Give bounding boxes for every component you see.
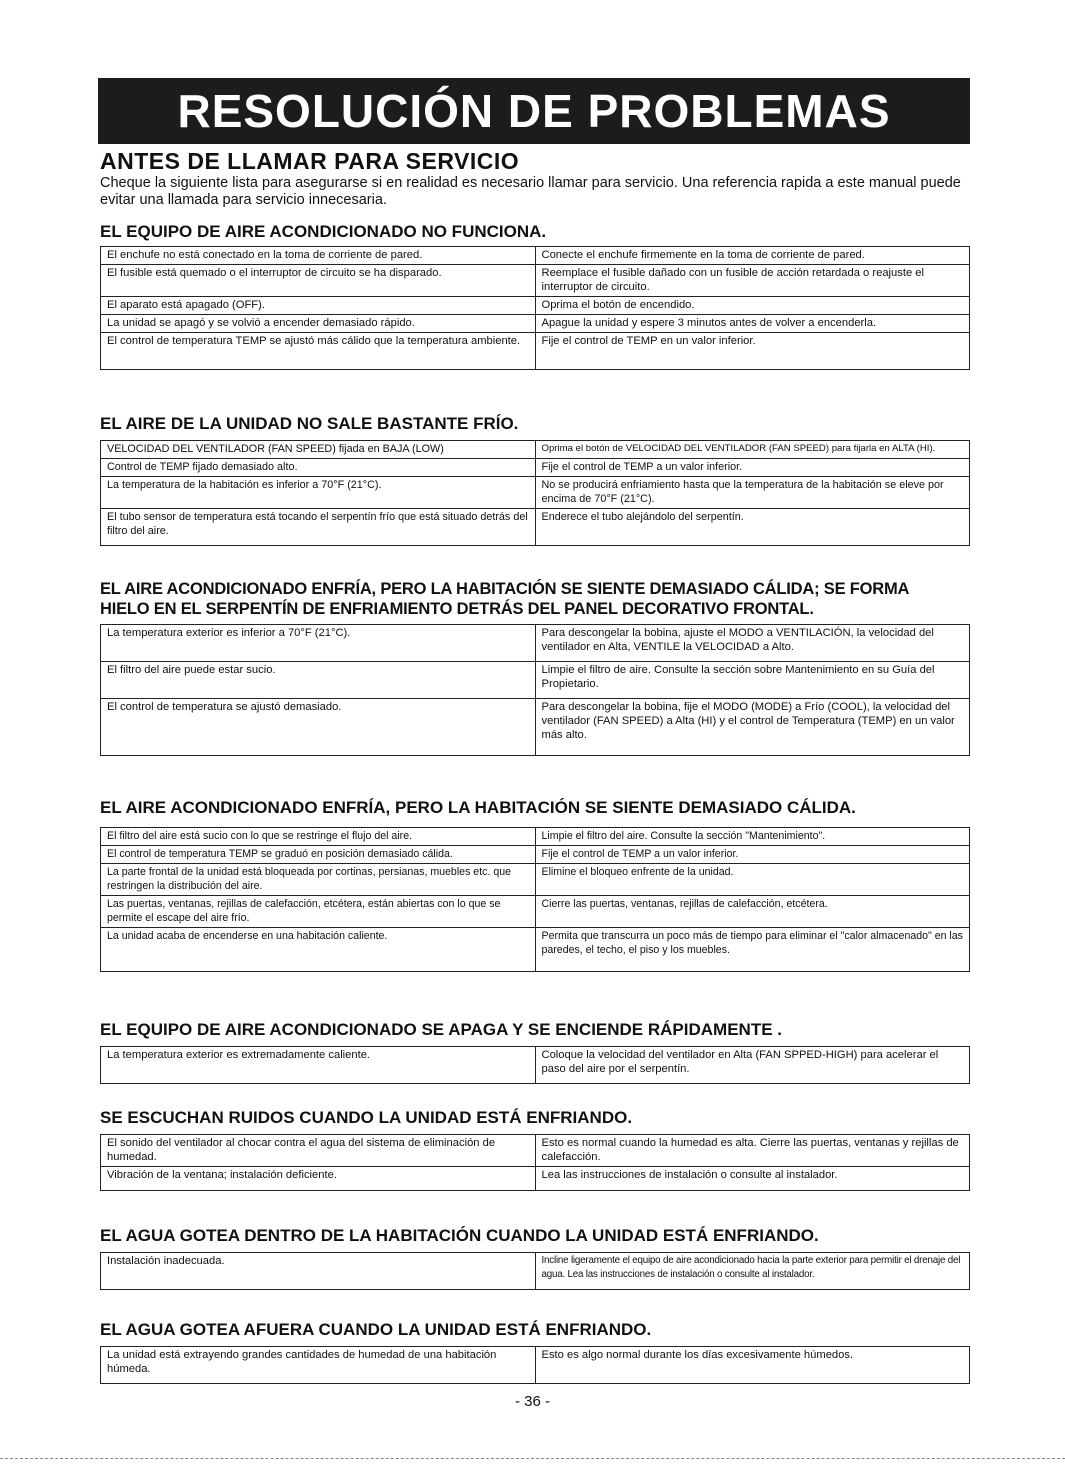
page-heading: ANTES DE LLAMAR PARA SERVICIO	[100, 148, 520, 174]
problem-cell: Vibración de la ventana; instalación deficiente.	[101, 1167, 536, 1191]
problem-cell: Control de TEMP fijado demasiado alto.	[101, 459, 536, 477]
section-title-ruidos: SE ESCUCHAN RUIDOS CUANDO LA UNIDAD ESTÁ ENFRIANDO.	[100, 1108, 633, 1127]
troubleshooting-table-no-sale-frio	[100, 440, 970, 546]
problem-cell: El filtro del aire puede estar sucio.	[101, 662, 536, 699]
solution-cell: Apague la unidad y espere 3 minutos antes de volver a encenderla.	[535, 315, 970, 333]
solution-cell: Permita que transcurra un poco más de tiempo para eliminar el "calor almacenado" en las paredes, el techo, el piso y los muebles.	[535, 928, 970, 972]
problem-cell: El enchufe no está conectado en la toma de corriente de pared.	[101, 247, 536, 265]
solution-cell: Fije el control de TEMP en un valor inferior.	[535, 333, 970, 370]
solution-cell: Oprima el botón de VELOCIDAD DEL VENTILADOR (FAN SPEED) para fijarla en ALTA (HI).	[535, 441, 970, 459]
table-row	[101, 297, 970, 315]
section-title-hielo-line2: HIELO EN EL SERPENTÍN DE ENFRIAMIENTO DETRÁS DEL PANEL DECORATIVO FRONTAL.	[100, 600, 814, 618]
solution-cell: Fije el control de TEMP a un valor inferior.	[535, 459, 970, 477]
problem-cell: El tubo sensor de temperatura está tocando el serpentín frío que está situado detrás del filtro del aire.	[101, 509, 536, 546]
section-title-no-sale-frio: EL AIRE DE LA UNIDAD NO SALE BASTANTE FRÍO.	[100, 414, 519, 433]
problem-cell: La unidad está extrayendo grandes cantidades de humedad de una habitación húmeda.	[101, 1347, 536, 1384]
solution-cell: Esto es algo normal durante los días excesivamente húmedos.	[535, 1347, 970, 1384]
table-row	[101, 247, 970, 265]
troubleshooting-table-apaga-enciende	[100, 1046, 970, 1084]
table-row	[101, 477, 970, 509]
problem-cell: VELOCIDAD DEL VENTILADOR (FAN SPEED) fijada en BAJA (LOW)	[101, 441, 536, 459]
table-row	[101, 864, 970, 896]
page-banner: RESOLUCIÓN DE PROBLEMAS	[98, 78, 970, 144]
troubleshooting-table-gotea-dentro	[100, 1252, 970, 1290]
table-row	[101, 625, 970, 662]
table-row	[101, 265, 970, 297]
problem-cell: El aparato está apagado (OFF).	[101, 297, 536, 315]
troubleshooting-table-gotea-afuera	[100, 1346, 970, 1384]
solution-cell: Conecte el enchufe firmemente en la toma de corriente de pared.	[535, 247, 970, 265]
problem-cell: La parte frontal de la unidad está bloqueada por cortinas, persianas, muebles etc. que restringen la distribución del aire.	[101, 864, 536, 896]
problem-cell: El filtro del aire está sucio con lo que se restringe el flujo del aire.	[101, 828, 536, 846]
problem-cell: El control de temperatura se ajustó demasiado.	[101, 699, 536, 756]
problem-cell: La temperatura exterior es extremadamente caliente.	[101, 1047, 536, 1084]
problem-cell: La temperatura de la habitación es inferior a 70°F (21°C).	[101, 477, 536, 509]
table-row	[101, 928, 970, 972]
problem-cell: El fusible está quemado o el interruptor de circuito se ha disparado.	[101, 265, 536, 297]
table-row	[101, 846, 970, 864]
section-title-gotea-afuera: EL AGUA GOTEA AFUERA CUANDO LA UNIDAD ESTÁ ENFRIANDO.	[100, 1320, 652, 1339]
solution-cell: Para descongelar la bobina, ajuste el MODO a VENTILACIÓN, la velocidad del ventilador en Alta, VENTILE la VELOCIDAD a Alto.	[535, 625, 970, 662]
table-row	[101, 459, 970, 477]
table-row	[101, 1167, 970, 1191]
table-row	[101, 315, 970, 333]
section-title-no-funciona: EL EQUIPO DE AIRE ACONDICIONADO NO FUNCIONA.	[100, 222, 547, 241]
troubleshooting-table-hielo	[100, 624, 970, 756]
problem-cell: La temperatura exterior es inferior a 70°F (21°C).	[101, 625, 536, 662]
solution-cell: Limpie el filtro del aire. Consulte la sección "Mantenimiento".	[535, 828, 970, 846]
solution-cell: Para descongelar la bobina, fije el MODO (MODE) a Frío (COOL), la velocidad del ventilador (FAN SPEED) a Alta (HI) y el control de Temperatura (TEMP) en un valor más alto.	[535, 699, 970, 756]
solution-cell: No se producirá enfriamiento hasta que la temperatura de la habitación se eleve por encima de 70°F (21°C).	[535, 477, 970, 509]
solution-cell: Reemplace el fusible dañado con un fusible de acción retardada o reajuste el interruptor de circuito.	[535, 265, 970, 297]
intro-paragraph: Cheque la siguiente lista para asegurarse si en realidad es necesario llamar para servicio. Una referencia rapida a este manual puede evitar una llamada para servicio innecesaria.	[100, 175, 961, 208]
problem-cell: El sonido del ventilador al chocar contra el agua del sistema de eliminación de humedad.	[101, 1135, 536, 1167]
problem-cell: La unidad se apagó y se volvió a encender demasiado rápido.	[101, 315, 536, 333]
solution-cell: Limpie el filtro de aire. Consulte la sección sobre Mantenimiento en su Guía del Propietario.	[535, 662, 970, 699]
page-number: - 36 -	[514, 1393, 550, 1410]
solution-cell: Oprima el botón de encendido.	[535, 297, 970, 315]
table-row	[101, 699, 970, 756]
section-title-demasiado-calida: EL AIRE ACONDICIONADO ENFRÍA, PERO LA HABITACIÓN SE SIENTE DEMASIADO CÁLIDA.	[100, 798, 856, 817]
table-row	[101, 662, 970, 699]
problem-cell: Las puertas, ventanas, rejillas de calefacción, etcétera, están abiertas con lo que se permite el escape del aire frío.	[101, 896, 536, 928]
bottom-divider	[0, 1458, 1065, 1459]
table-row	[101, 441, 970, 459]
problem-cell: La unidad acaba de encenderse en una habitación caliente.	[101, 928, 536, 972]
problem-cell: Instalación inadecuada.	[101, 1253, 536, 1290]
table-row	[101, 509, 970, 546]
troubleshooting-table-demasiado-calida	[100, 827, 970, 972]
table-row	[101, 896, 970, 928]
troubleshooting-table-no-funciona	[100, 246, 970, 370]
section-title-apaga-enciende: EL EQUIPO DE AIRE ACONDICIONADO SE APAGA Y SE ENCIENDE RÁPIDAMENTE .	[100, 1020, 782, 1039]
troubleshooting-table-ruidos	[100, 1134, 970, 1191]
solution-cell: Esto es normal cuando la humedad es alta. Cierre las puertas, ventanas y rejillas de calefacción.	[535, 1135, 970, 1167]
solution-cell: Incline ligeramente el equipo de aire acondicionado hacia la parte exterior para permitir el drenaje del agua. Lea las instrucciones de instalación o consulte al instalador.	[535, 1253, 970, 1290]
table-row	[101, 828, 970, 846]
section-title-gotea-dentro: EL AGUA GOTEA DENTRO DE LA HABITACIÓN CUANDO LA UNIDAD ESTÁ ENFRIANDO.	[100, 1226, 819, 1245]
problem-cell: El control de temperatura TEMP se ajustó más cálido que la temperatura ambiente.	[101, 333, 536, 370]
table-row	[101, 1347, 970, 1384]
table-row	[101, 333, 970, 370]
problem-cell: El control de temperatura TEMP se graduó en posición demasiado cálida.	[101, 846, 536, 864]
solution-cell: Cierre las puertas, ventanas, rejillas de calefacción, etcétera.	[535, 896, 970, 928]
table-row	[101, 1253, 970, 1290]
table-row	[101, 1047, 970, 1084]
solution-cell: Enderece el tubo alejándolo del serpentín.	[535, 509, 970, 546]
solution-cell: Elimine el bloqueo enfrente de la unidad.	[535, 864, 970, 896]
solution-cell: Lea las instrucciones de instalación o consulte al instalador.	[535, 1167, 970, 1191]
section-title-hielo-line1: EL AIRE ACONDICIONADO ENFRÍA, PERO LA HABITACIÓN SE SIENTE DEMASIADO CÁLIDA; SE FORMA	[100, 580, 910, 598]
solution-cell: Fije el control de TEMP a un valor inferior.	[535, 846, 970, 864]
solution-cell: Coloque la velocidad del ventilador en Alta (FAN SPPED-HIGH) para acelerar el paso del aire por el serpentín.	[535, 1047, 970, 1084]
table-row	[101, 1135, 970, 1167]
